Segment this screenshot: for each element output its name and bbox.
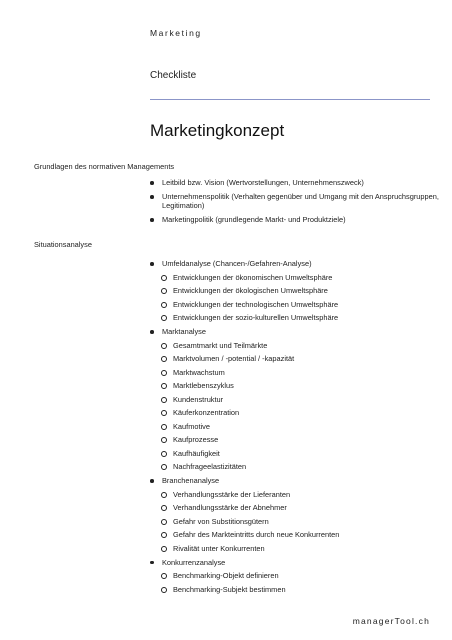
checklist-item: [150, 259, 440, 268]
checklist-subitem-text: Entwicklungen der technologischen Umweltsphäre: [173, 299, 339, 309]
circle-bullet-icon: [161, 370, 167, 376]
checklist-subitem: [150, 300, 440, 309]
checklist-subitem: [150, 571, 440, 580]
checklist-subitem: [150, 341, 440, 350]
checklist-subitem-text: Marktlebenszyklus: [173, 381, 234, 390]
bullet-icon: [150, 561, 154, 565]
checklist-item: [150, 327, 440, 336]
checklist-item: [150, 192, 440, 210]
circle-bullet-icon: [161, 302, 167, 308]
circle-bullet-icon: [161, 397, 167, 403]
checklist-normative: [150, 178, 440, 224]
checklist-subitem: [150, 354, 440, 363]
circle-bullet-icon: [161, 424, 167, 430]
checklist-item-text: Marktanalyse: [162, 327, 206, 336]
checklist-subitem: [150, 530, 440, 539]
circle-bullet-icon: [161, 587, 167, 593]
checklist-subitem-text: Kaufhäufigkeit: [173, 448, 220, 458]
checklist-subitem-text: Rivalität unter Konkurrenten: [173, 543, 265, 553]
circle-bullet-icon: [161, 275, 167, 281]
circle-bullet-icon: [161, 519, 167, 525]
page-title: Marketingkonzept: [150, 121, 285, 140]
bullet-icon: [150, 479, 154, 483]
circle-bullet-icon: [161, 437, 167, 443]
checklist-item: [150, 476, 440, 485]
checklist-subitem-text: Käuferkonzentration: [173, 408, 240, 417]
bullet-icon: [150, 218, 154, 222]
circle-bullet-icon: [161, 505, 167, 511]
bullet-icon: [150, 181, 154, 185]
checklist-item-text: Unternehmenspolitik (Verhalten gegenüber und Umgang mit den Anspruchsgruppen, Legitimation): [162, 192, 439, 210]
checklist-subitem: [150, 395, 440, 404]
circle-bullet-icon: [161, 492, 167, 498]
circle-bullet-icon: [161, 573, 167, 579]
checklist-item-text: Branchenanalyse: [162, 476, 220, 485]
title-divider: [150, 99, 430, 100]
checklist-subitem: [150, 503, 440, 512]
checklist-subitem: [150, 408, 440, 417]
checklist-subitem-text: Gefahr des Markteintritts durch neue Konkurrenten: [173, 530, 340, 539]
checklist-subitem-text: Verhandlungsstärke der Lieferanten: [173, 489, 291, 499]
document-header: Marketing: [150, 28, 202, 38]
checklist-subitem: [150, 435, 440, 444]
circle-bullet-icon: [161, 383, 167, 389]
checklist-subitem-text: Gesamtmarkt und Teilmärkte: [173, 340, 268, 350]
circle-bullet-icon: [161, 315, 167, 321]
checklist-item-text: Leitbild bzw. Vision (Wertvorstellungen, Unternehmenszweck): [162, 178, 364, 187]
checklist-subitem-text: Entwicklungen der ökonomischen Umweltsphäre: [173, 272, 333, 282]
document-subtitle: Checkliste: [150, 70, 197, 81]
section-label-situation: Situationsanalyse: [34, 240, 92, 249]
checklist-subitem-text: Entwicklungen der sozio-kulturellen Umweltsphäre: [173, 313, 339, 322]
checklist-subitem-text: Kaufmotive: [173, 421, 210, 431]
checklist-subitem: [150, 585, 440, 594]
checklist-subitem: [150, 286, 440, 295]
checklist-subitem: [150, 490, 440, 499]
checklist-subitem: [150, 544, 440, 553]
checklist-item-text: Marketingpolitik (grundlegende Markt- und Produktziele): [162, 215, 346, 224]
checklist-item-text: Konkurrenzanalyse: [162, 557, 226, 567]
checklist-subitem-text: Kaufprozesse: [173, 435, 219, 444]
circle-bullet-icon: [161, 356, 167, 362]
circle-bullet-icon: [161, 451, 167, 457]
footer-brand: managerTool.ch: [352, 616, 430, 626]
checklist-subitem: [150, 517, 440, 526]
checklist-subitem-text: Gefahr von Substitionsgütern: [173, 516, 269, 526]
circle-bullet-icon: [161, 343, 167, 349]
checklist-subitem: [150, 462, 440, 471]
checklist-subitem-text: Marktwachstum: [173, 367, 225, 377]
bullet-icon: [150, 262, 154, 266]
checklist-subitem-text: Marktvolumen / -potential / -kapazität: [173, 354, 295, 363]
checklist-subitem: [150, 381, 440, 390]
checklist-subitem: [150, 313, 440, 322]
checklist-item-text: Umfeldanalyse (Chancen-/Gefahren-Analyse): [162, 259, 312, 268]
checklist-subitem: [150, 273, 440, 282]
circle-bullet-icon: [161, 410, 167, 416]
checklist-item: [150, 178, 440, 187]
checklist-item: [150, 215, 440, 224]
circle-bullet-icon: [161, 288, 167, 294]
circle-bullet-icon: [161, 532, 167, 538]
checklist-subitem: [150, 422, 440, 431]
checklist-situation: [150, 259, 440, 594]
checklist-item: [150, 558, 440, 567]
checklist-subitem-text: Benchmarking-Subjekt bestimmen: [173, 584, 286, 594]
checklist-subitem: [150, 368, 440, 377]
checklist-subitem-text: Benchmarking-Objekt definieren: [173, 571, 279, 580]
circle-bullet-icon: [161, 546, 167, 552]
bullet-icon: [150, 330, 154, 334]
checklist-subitem-text: Nachfrageelastizitäten: [173, 462, 247, 471]
checklist-subitem-text: Kundenstruktur: [173, 394, 224, 404]
circle-bullet-icon: [161, 464, 167, 470]
checklist-subitem: [150, 449, 440, 458]
checklist-subitem-text: Verhandlungsstärke der Abnehmer: [173, 503, 287, 512]
checklist-subitem-text: Entwicklungen der ökologischen Umweltsphäre: [173, 286, 328, 295]
bullet-icon: [150, 195, 154, 199]
section-label-normative: Grundlagen des normativen Managements: [34, 162, 175, 171]
